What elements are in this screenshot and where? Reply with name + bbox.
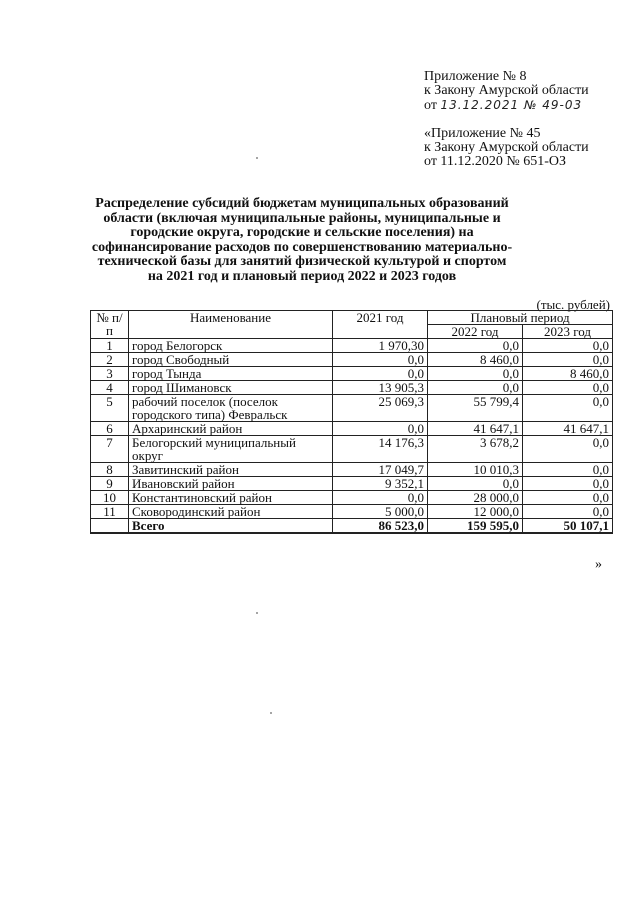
row-number: 1 [91, 339, 129, 353]
old-appendix-line-2: к Закону Амурской области [424, 140, 589, 155]
row-value-2022: 0,0 [428, 381, 523, 395]
row-value-2021: 25 069,3 [333, 395, 428, 422]
units-label: (тыс. рублей) [536, 297, 610, 312]
row-name: город Свободный [129, 353, 333, 367]
row-value-2023: 0,0 [523, 491, 613, 505]
header-planned-period: Плановый период [428, 311, 613, 325]
row-number: 5 [91, 395, 129, 422]
row-number: 4 [91, 381, 129, 395]
row-value-2022: 28 000,0 [428, 491, 523, 505]
row-value-2021: 13 905,3 [333, 381, 428, 395]
row-number: 8 [91, 463, 129, 477]
old-appendix-line-3: от 11.12.2020 № 651-ОЗ [424, 154, 567, 169]
appendix-header-old [424, 127, 589, 169]
row-value-2021: 0,0 [333, 422, 428, 436]
row-value-2023: 8 460,0 [523, 367, 613, 381]
row-name: город Шимановск [129, 381, 333, 395]
table-row [91, 422, 613, 436]
appendix-date-prefix: от [424, 98, 437, 113]
row-name: город Белогорск [129, 339, 333, 353]
scan-speck [256, 612, 258, 614]
row-number: 3 [91, 367, 129, 381]
table-total-row [91, 519, 613, 534]
handwritten-date-number: 13.12.2021 № 49-03 [440, 98, 583, 112]
subsidy-table [90, 310, 613, 534]
row-name: Ивановский район [129, 477, 333, 491]
scan-speck [256, 157, 258, 159]
row-value-2021: 5 000,0 [333, 505, 428, 519]
header-2023: 2023 год [523, 325, 613, 339]
row-value-2021: 17 049,7 [333, 463, 428, 477]
header-2021: 2021 год [333, 311, 428, 339]
row-name: Архаринский район [129, 422, 333, 436]
row-name: Сковородинский район [129, 505, 333, 519]
table-row [91, 353, 613, 367]
row-value-2022: 10 010,3 [428, 463, 523, 477]
row-number: 2 [91, 353, 129, 367]
row-value-2022: 55 799,4 [428, 395, 523, 422]
appendix-line-3 [424, 98, 589, 113]
table-row [91, 367, 613, 381]
total-num-empty [91, 519, 129, 534]
table-row [91, 395, 613, 422]
appendix-line-1: Приложение № 8 [424, 69, 527, 84]
row-value-2022: 12 000,0 [428, 505, 523, 519]
table-row [91, 505, 613, 519]
row-value-2022: 0,0 [428, 367, 523, 381]
row-number: 6 [91, 422, 129, 436]
row-value-2021: 1 970,30 [333, 339, 428, 353]
closing-quote: » [595, 557, 602, 572]
row-number: 7 [91, 436, 129, 463]
row-value-2023: 0,0 [523, 381, 613, 395]
document-title: Распределение субсидий бюджетам муниципальных образований области (включая муниципальные районы, муниципальные и городские округа, городские и сельские поселения) на софинансирование расходов по совершенствованию материально-технической базы для занятий физической культурой и спортом на 2021 год и плановый период 2022 и 2023 годов [91, 196, 513, 284]
total-value-2022: 159 595,0 [428, 519, 523, 534]
row-value-2023: 0,0 [523, 477, 613, 491]
table-row [91, 491, 613, 505]
row-value-2021: 9 352,1 [333, 477, 428, 491]
row-name: рабочий поселок (поселок городского типа) Февральск [129, 395, 333, 422]
row-value-2023: 0,0 [523, 395, 613, 422]
row-value-2021: 0,0 [333, 367, 428, 381]
row-value-2022: 8 460,0 [428, 353, 523, 367]
row-name: Завитинский район [129, 463, 333, 477]
table-row [91, 436, 613, 463]
row-value-2023: 41 647,1 [523, 422, 613, 436]
scan-speck [270, 712, 272, 714]
header-name: Наименование [129, 311, 333, 339]
row-value-2023: 0,0 [523, 339, 613, 353]
row-name: Белогорский муниципальный округ [129, 436, 333, 463]
row-value-2022: 3 678,2 [428, 436, 523, 463]
table-row [91, 463, 613, 477]
appendix-header-new [424, 70, 589, 113]
table-row [91, 477, 613, 491]
table-row [91, 381, 613, 395]
total-value-2023: 50 107,1 [523, 519, 613, 534]
row-value-2022: 41 647,1 [428, 422, 523, 436]
row-name: город Тында [129, 367, 333, 381]
row-value-2022: 0,0 [428, 339, 523, 353]
table-body [91, 339, 613, 534]
appendix-line-2: к Закону Амурской области [424, 83, 589, 98]
total-value-2021: 86 523,0 [333, 519, 428, 534]
row-number: 9 [91, 477, 129, 491]
total-label: Всего [129, 519, 333, 534]
row-number: 10 [91, 491, 129, 505]
row-value-2023: 0,0 [523, 353, 613, 367]
header-2022: 2022 год [428, 325, 523, 339]
row-number: 11 [91, 505, 129, 519]
table-row [91, 339, 613, 353]
row-value-2021: 14 176,3 [333, 436, 428, 463]
row-value-2021: 0,0 [333, 353, 428, 367]
row-value-2022: 0,0 [428, 477, 523, 491]
row-value-2023: 0,0 [523, 436, 613, 463]
row-value-2023: 0,0 [523, 505, 613, 519]
header-num: № п/п [91, 311, 129, 339]
row-value-2021: 0,0 [333, 491, 428, 505]
old-appendix-line-1: «Приложение № 45 [424, 126, 541, 141]
row-name: Константиновский район [129, 491, 333, 505]
row-value-2023: 0,0 [523, 463, 613, 477]
